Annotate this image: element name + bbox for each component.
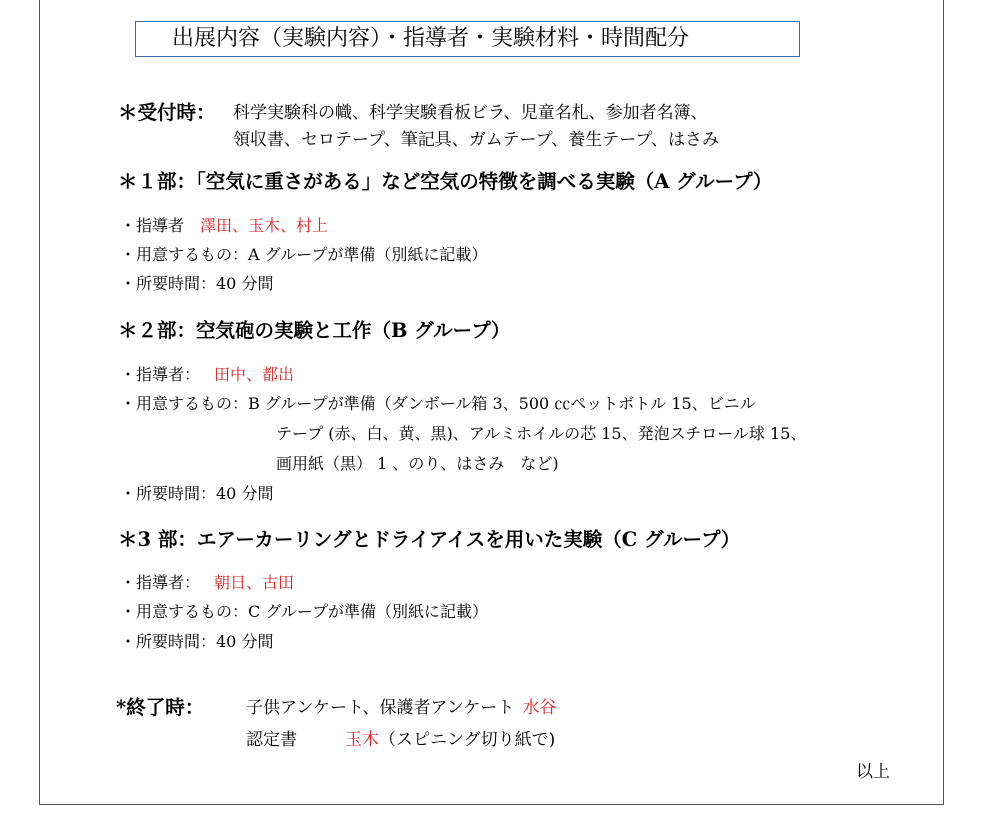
part3-leader-names: 朝日、古田	[214, 573, 295, 592]
closing-surveys-owner: 水谷	[522, 698, 557, 718]
part3-heading: ＊3 部：エアーカーリングとドライアイスを用いた実験（C グループ）	[118, 528, 741, 551]
closing-certificate: 認定書	[246, 730, 297, 750]
part2-materials-line2: テープ (赤、白、黄、黒)、アルミホイルの芯 15、発泡スチロール球 15、	[276, 424, 807, 443]
title-text: 出展内容（実験内容）・指導者・実験材料・時間配分	[172, 26, 690, 51]
part1-leader-label: ・指導者	[120, 216, 185, 235]
part3-materials: ・用意するもの：C グループが準備（別紙に記載）	[120, 602, 489, 621]
part2-leader-label: ・指導者：	[120, 365, 201, 384]
part2-heading: ＊２部：空気砲の実験と工作（B グループ）	[118, 319, 511, 342]
reception-label: ＊受付時：	[118, 101, 216, 124]
part3-leader-label: ・指導者：	[120, 573, 201, 592]
part1-heading: ＊１部：「空気に重さがある」など空気の特徴を調べる実験（A グループ）	[118, 170, 773, 193]
part2-time: ・所要時間：40 分間	[120, 484, 274, 503]
end-mark: 以上	[856, 762, 890, 782]
closing-certificate-note: （スピニング切り紙で)	[379, 730, 556, 750]
closing-line2	[246, 725, 555, 750]
part2-leader-names: 田中、都出	[214, 365, 295, 384]
closing-surveys: 子供アンケート、保護者アンケート	[246, 698, 515, 718]
part3-leader	[120, 570, 294, 593]
part1-leader	[120, 213, 328, 236]
part3-time: ・所要時間：40 分間	[120, 632, 274, 651]
part1-leader-names: 澤田、玉木、村上	[200, 216, 329, 235]
reception-items-line2: 領収書、セロテープ、筆記具、ガムテープ、養生テープ、はさみ	[233, 130, 720, 150]
closing-label: *終了時：	[116, 696, 205, 719]
closing-line1	[246, 693, 556, 718]
part2-materials-line1: ・用意するもの：B グループが準備（ダンボール箱 3、500 ㏄ペットボトル 15、ビニル	[120, 394, 756, 413]
closing-certificate-owner: 玉木	[345, 730, 379, 750]
document-title	[135, 21, 800, 57]
part1-materials: ・用意するもの：A グループが準備（別紙に記載）	[120, 245, 488, 264]
reception-items-line1: 科学実験科の幟、科学実験看板ビラ、児童名札、参加者名簿、	[233, 103, 708, 123]
part2-materials-line3: 画用紙（黒） 1 、のり、はさみ など)	[276, 454, 559, 473]
part1-time: ・所要時間：40 分間	[120, 274, 274, 293]
part2-leader	[120, 362, 294, 385]
